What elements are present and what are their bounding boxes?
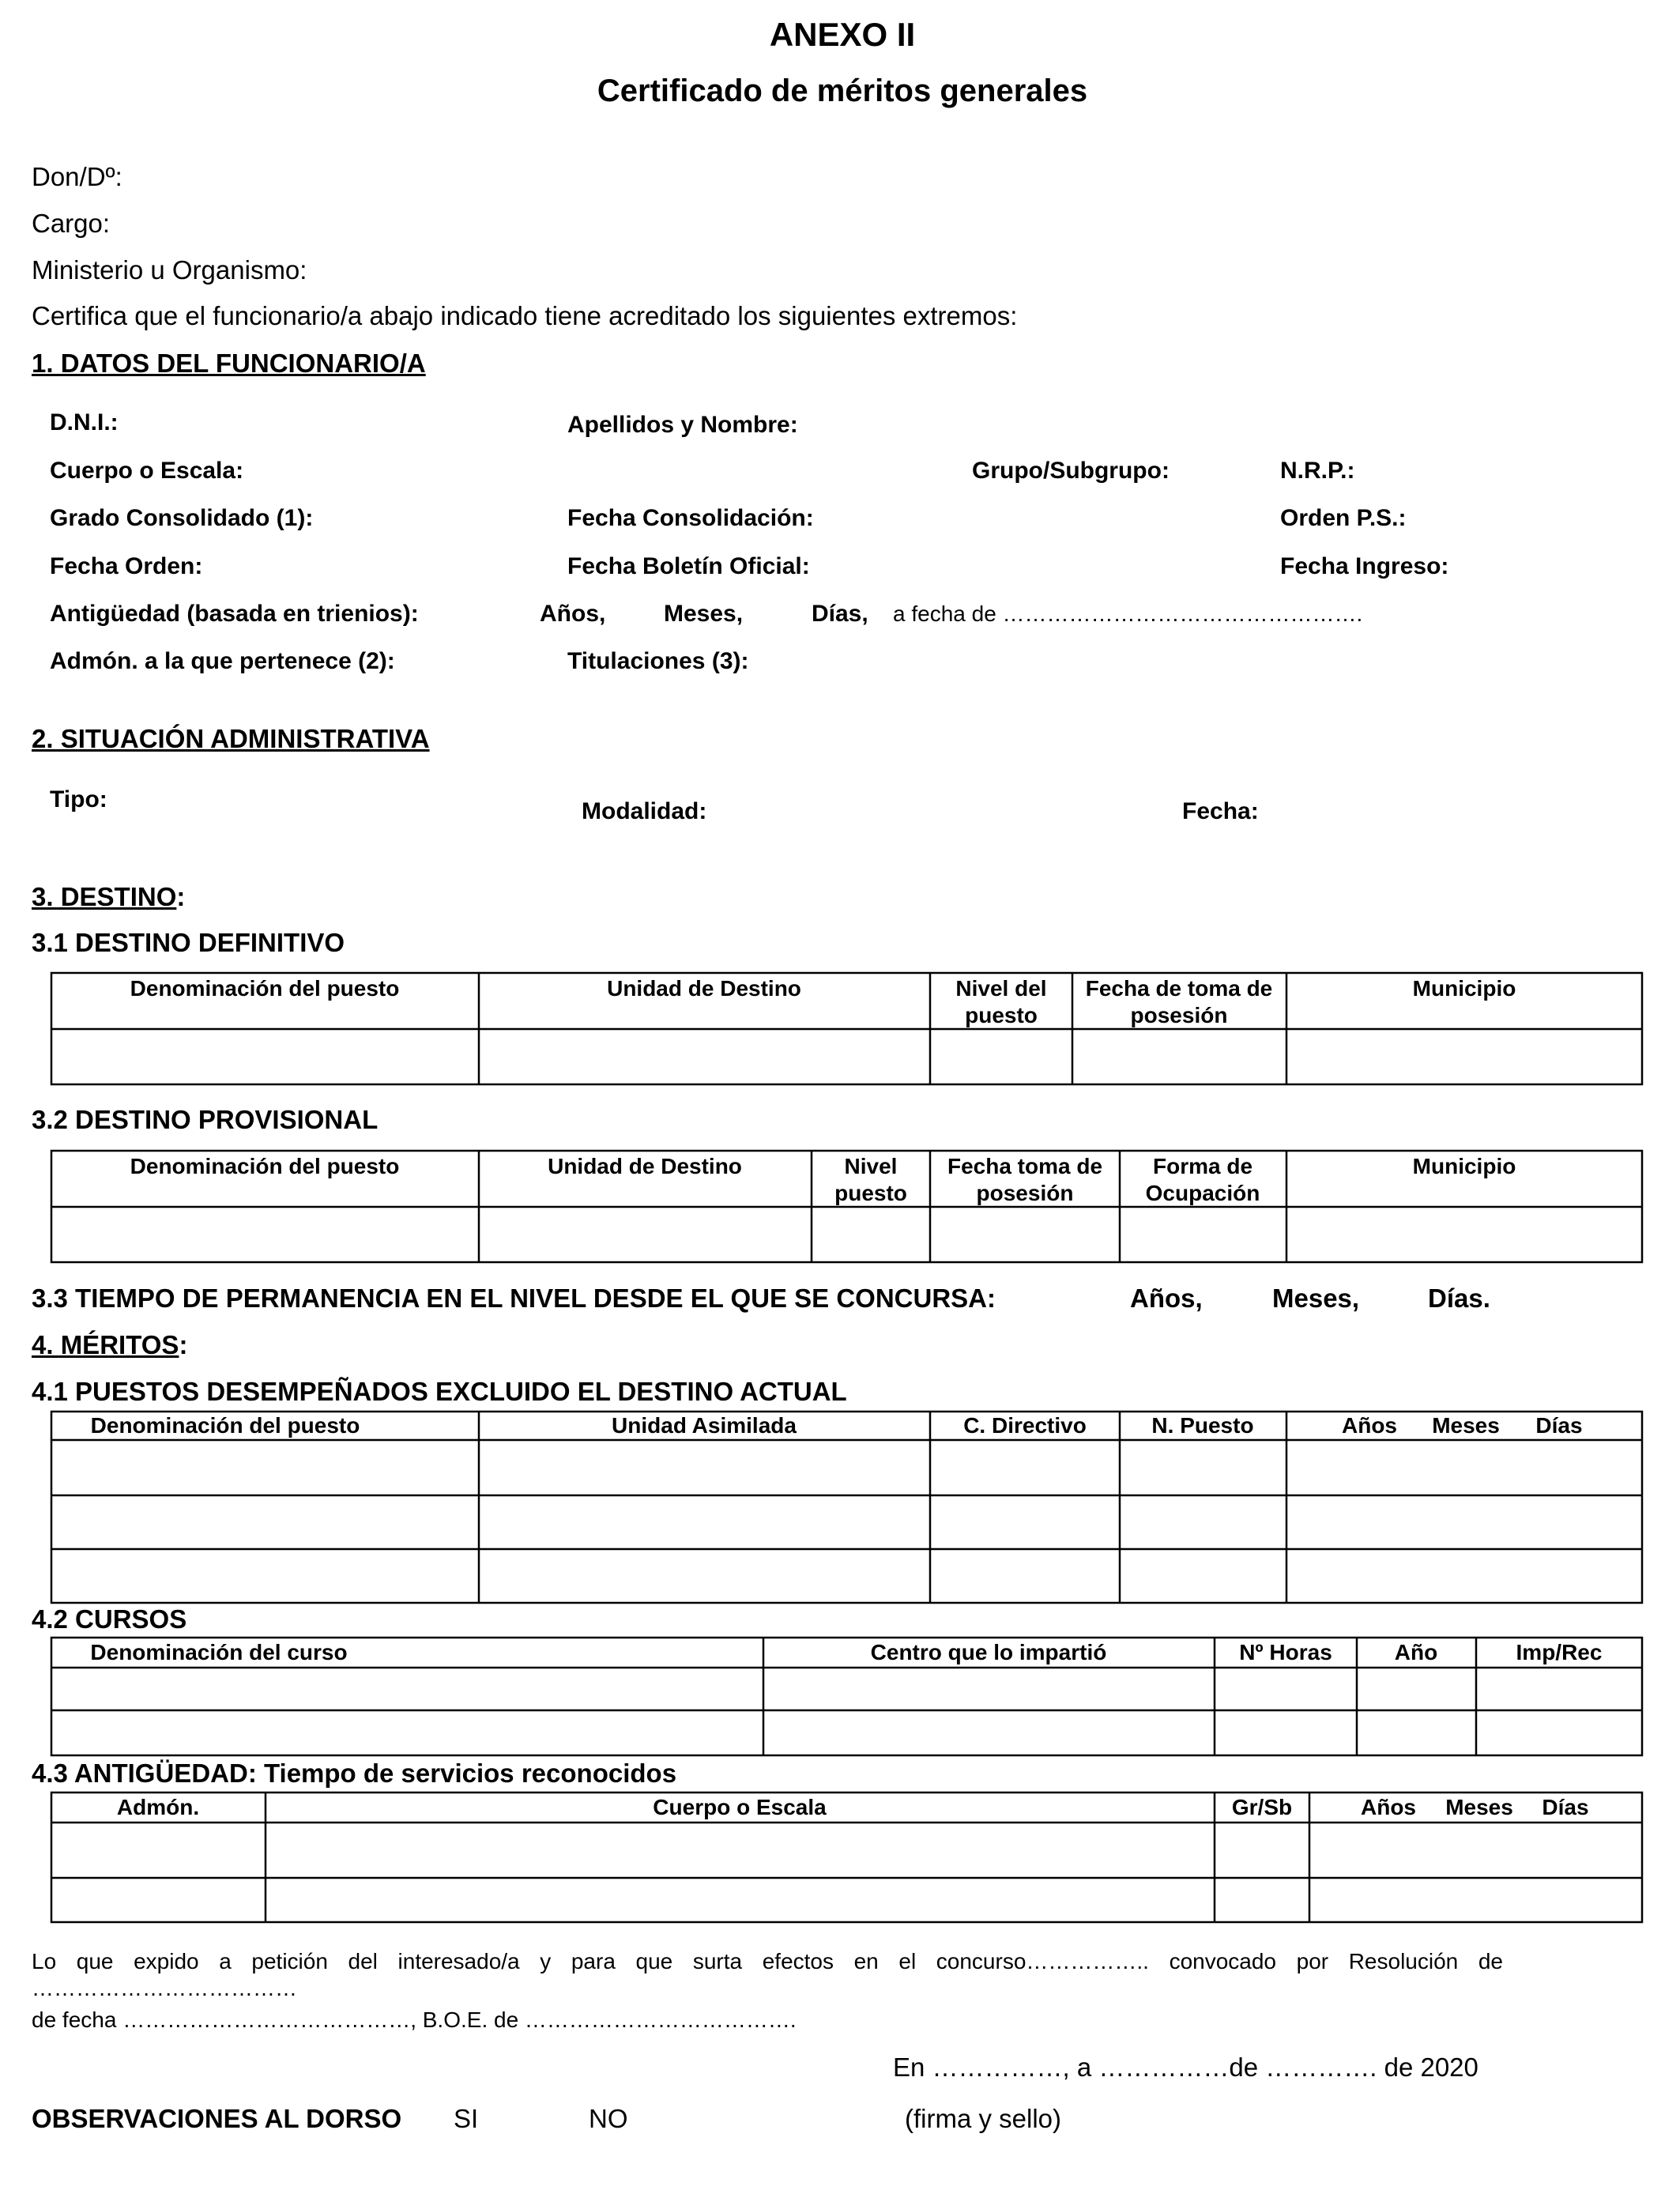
t41-col-meses: Meses	[1432, 1413, 1500, 1438]
t32-col-unidad: Unidad de Destino	[548, 1154, 742, 1178]
antiguedad-dias: Días,	[812, 601, 868, 627]
fecha-label: Fecha:	[1182, 798, 1259, 824]
cuerpo-label: Cuerpo o Escala:	[50, 458, 244, 484]
tipo-label: Tipo:	[50, 786, 107, 812]
cargo-label: Cargo:	[32, 209, 111, 238]
t32-col-forma: Forma de Ocupación	[1145, 1154, 1260, 1205]
observaciones-label: OBSERVACIONES AL DORSO	[32, 2104, 402, 2133]
annex-title: ANEXO II	[769, 16, 916, 53]
t42-col-ano: Año	[1394, 1640, 1438, 1664]
section-3-3-heading: 3.3 TIEMPO DE PERMANENCIA EN EL NIVEL DESDE EL QUE SE CONCURSA:	[32, 1284, 996, 1313]
t41-col-anos: Años	[1342, 1413, 1397, 1438]
firma-sello: (firma y sello)	[905, 2104, 1062, 2133]
permanencia-anos: Años,	[1130, 1284, 1203, 1313]
t43-col-dias: Días	[1542, 1795, 1589, 1819]
t31-col-nivel: Nivel del puesto	[955, 976, 1047, 1027]
section-3-2-heading: 3.2 DESTINO PROVISIONAL	[32, 1105, 379, 1134]
antiguedad-anos: Años,	[540, 601, 606, 627]
section-4-1-heading: 4.1 PUESTOS DESEMPEÑADOS EXCLUIDO EL DESTINO ACTUAL	[32, 1377, 847, 1406]
observaciones-si: SI	[454, 2104, 479, 2133]
t31-col-municipio: Municipio	[1412, 976, 1516, 1001]
ministerio-label: Ministerio u Organismo:	[32, 255, 307, 285]
t31-col-fecha: Fecha de toma de posesión	[1085, 976, 1273, 1027]
nrp-label: N.R.P.:	[1280, 458, 1355, 484]
antiguedad-meses: Meses,	[664, 601, 744, 627]
fecha-orden-label: Fecha Orden:	[50, 553, 203, 579]
fecha-boletin-label: Fecha Boletín Oficial:	[567, 553, 810, 579]
section-3-heading: 3. DESTINO:	[32, 882, 186, 911]
dni-label: D.N.I.:	[50, 409, 119, 435]
don-label: Don/Dº:	[32, 162, 122, 191]
fecha-consolidacion-label: Fecha Consolidación:	[567, 505, 814, 531]
observaciones-no: NO	[589, 2104, 628, 2133]
section-4-heading: 4. MÉRITOS:	[32, 1330, 188, 1359]
antiguedad-label: Antigüedad (basada en trienios):	[50, 601, 419, 627]
section-3-1-heading: 3.1 DESTINO DEFINITIVO	[32, 928, 345, 957]
document-title: Certificado de méritos generales	[597, 74, 1088, 108]
t43-col-anos: Años	[1361, 1795, 1416, 1819]
table-4-1	[51, 1412, 1642, 1603]
place-date-line: En ……………, a ……………de …………. de 2020	[893, 2053, 1478, 2082]
t42-col-denominacion: Denominación del curso	[90, 1640, 348, 1664]
permanencia-dias: Días.	[1428, 1284, 1490, 1313]
t43-col-cuerpo: Cuerpo o Escala	[653, 1795, 827, 1819]
footer-dots-line: ………………………………	[32, 1976, 297, 2000]
footer-fecha-boe-line: de fecha …………………………………, B.O.E. de ……………………………….	[32, 2007, 797, 2032]
t32-col-denominacion: Denominación del puesto	[130, 1154, 400, 1178]
certifica-text: Certifica que el funcionario/a abajo indicado tiene acreditado los siguientes extremos:	[32, 301, 1018, 330]
modalidad-label: Modalidad:	[582, 798, 707, 824]
t43-col-admon: Admón.	[116, 1795, 200, 1819]
t41-col-npuesto: N. Puesto	[1151, 1413, 1254, 1438]
t43-col-grsb: Gr/Sb	[1231, 1795, 1293, 1819]
t41-col-directivo: C. Directivo	[963, 1413, 1087, 1438]
grupo-label: Grupo/Subgrupo:	[972, 458, 1170, 484]
t42-col-centro: Centro que lo impartió	[870, 1640, 1107, 1664]
t41-col-dias: Días	[1535, 1413, 1583, 1438]
t41-col-denominacion: Denominación del puesto	[90, 1413, 360, 1438]
t32-col-fecha: Fecha toma de posesión	[947, 1154, 1103, 1205]
section-1-heading: 1. DATOS DEL FUNCIONARIO/A	[32, 349, 426, 378]
a-fecha-de: a fecha de ………………………………………….	[893, 601, 1363, 626]
apellidos-label: Apellidos y Nombre:	[567, 412, 798, 438]
t31-col-unidad: Unidad de Destino	[607, 976, 801, 1001]
t32-col-municipio: Municipio	[1412, 1154, 1516, 1178]
section-4-title: 4. MÉRITOS	[32, 1330, 179, 1359]
section-3-title: 3. DESTINO	[32, 882, 177, 911]
footer-expido-line: Lo que expido a petición del interesado/a y para que surta efectos en el concurso…………….. convocado por Resolución de	[32, 1949, 1503, 1973]
t42-col-horas: Nº Horas	[1239, 1640, 1332, 1664]
t42-col-imprec: Imp/Rec	[1516, 1640, 1603, 1664]
section-2-heading: 2. SITUACIÓN ADMINISTRATIVA	[32, 724, 430, 753]
t31-col-denominacion: Denominación del puesto	[130, 976, 400, 1001]
orden-ps-label: Orden P.S.:	[1280, 505, 1407, 531]
fecha-ingreso-label: Fecha Ingreso:	[1280, 553, 1449, 579]
t32-col-nivel: Nivel puesto	[834, 1154, 907, 1205]
permanencia-meses: Meses,	[1272, 1284, 1360, 1313]
t43-col-meses: Meses	[1445, 1795, 1513, 1819]
section-4-2-heading: 4.2 CURSOS	[32, 1604, 187, 1634]
grado-label: Grado Consolidado (1):	[50, 505, 314, 531]
titulaciones-label: Titulaciones (3):	[567, 648, 749, 674]
section-4-3-heading: 4.3 ANTIGÜEDAD: Tiempo de servicios reconocidos	[32, 1759, 677, 1788]
admon-label: Admón. a la que pertenece (2):	[50, 648, 395, 674]
t41-col-unidad: Unidad Asimilada	[612, 1413, 797, 1438]
